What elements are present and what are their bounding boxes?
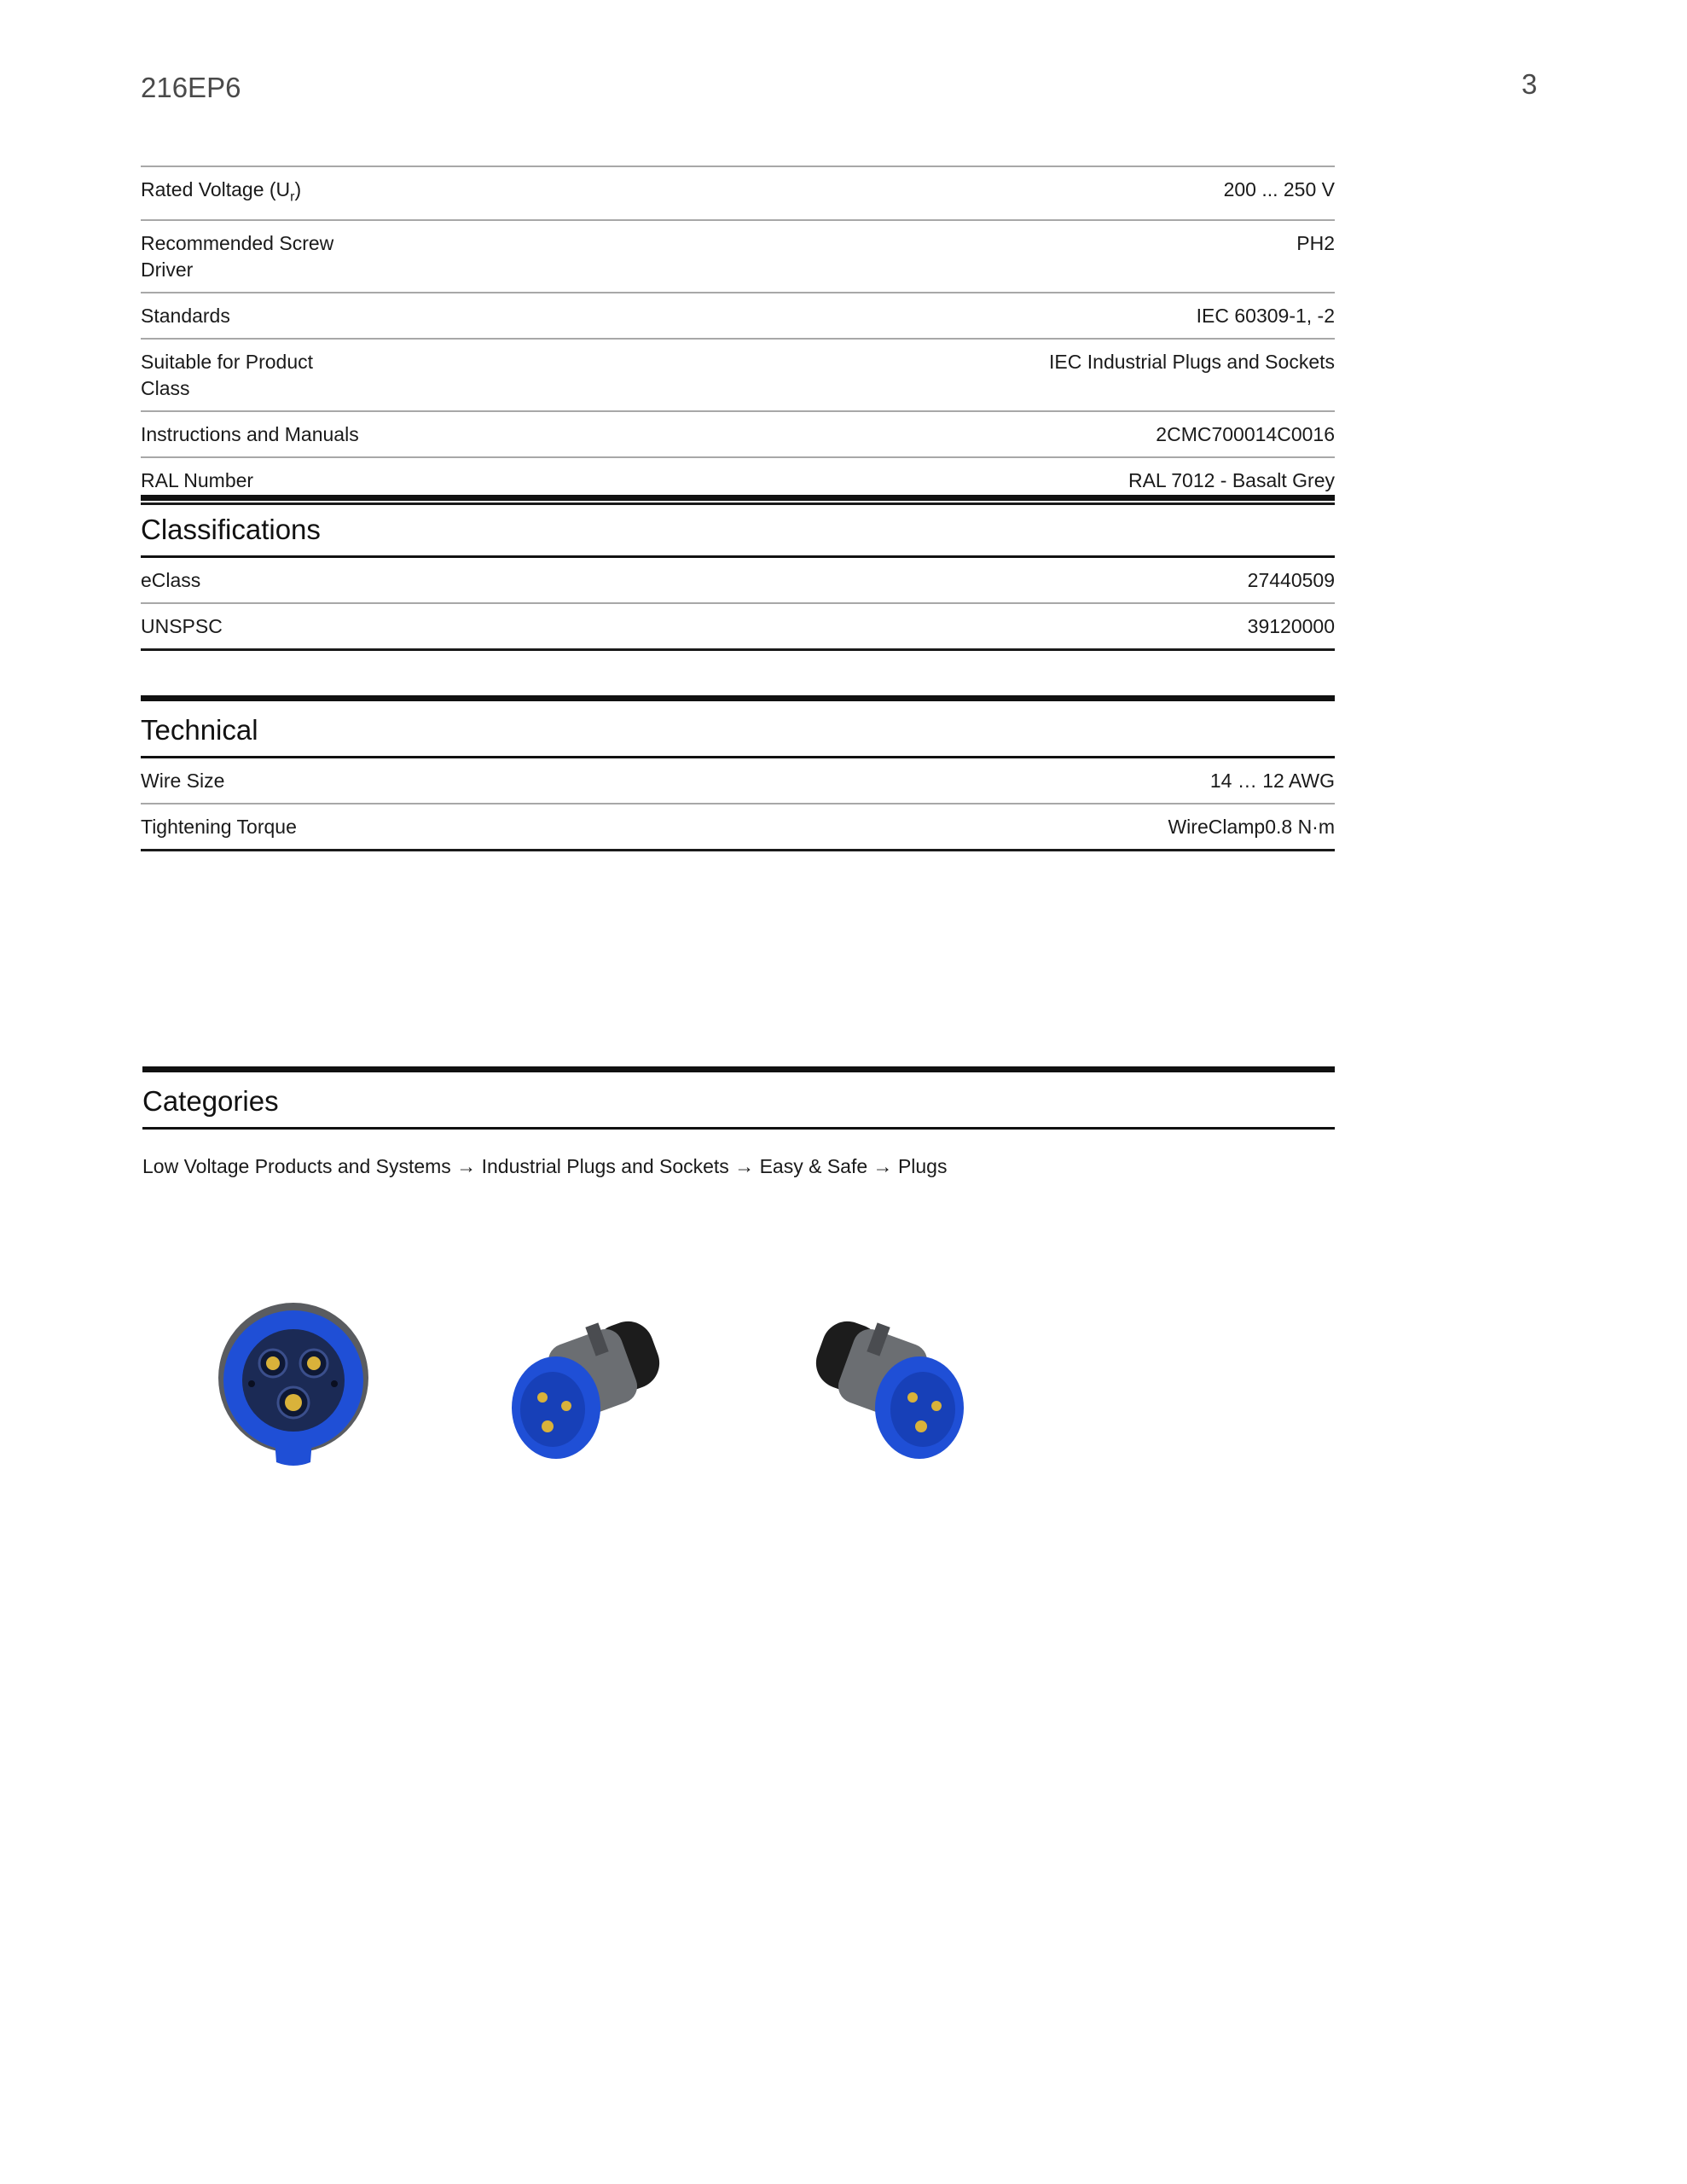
classifications-section: [141, 495, 1335, 651]
general-spec-section: [141, 166, 1335, 505]
technical-table: [141, 758, 1335, 851]
classifications-table: [141, 558, 1335, 651]
product-images: [205, 1288, 1058, 1493]
plug-front-view-icon: [205, 1288, 375, 1493]
spec-label: Rated Voltage $(U_r)$: [141, 178, 302, 205]
spec-label: RAL Number: [141, 468, 254, 491]
spec-label: Instructions and Manuals: [141, 422, 359, 445]
spec-row: [141, 166, 1335, 220]
spec-row: [141, 339, 1335, 411]
plug-side-view-left-icon: [503, 1288, 674, 1493]
spec-label: eClass: [141, 569, 201, 591]
spec-value: PH2: [1296, 231, 1335, 254]
spec-value: WireClamp0.8 N·m: [1168, 816, 1335, 838]
spec-value: IEC Industrial Plugs and Sockets: [1049, 350, 1335, 373]
spec-label: Recommended Screw Driver: [141, 231, 334, 281]
spec-value: 27440509: [1247, 569, 1335, 591]
spec-row: [141, 758, 1335, 804]
spec-label: Wire Size: [141, 770, 225, 792]
spec-row: [141, 804, 1335, 851]
spec-row: [141, 603, 1335, 650]
spec-value: 2CMC700014C0016: [1156, 422, 1335, 445]
categories-title: Categories: [142, 1066, 1335, 1130]
spec-value: 200 ... 250 V: [1223, 178, 1335, 200]
technical-title: Technical: [141, 695, 1335, 758]
spec-value: IEC 60309-1, -2: [1196, 304, 1335, 327]
technical-section: [141, 695, 1335, 851]
spec-label: UNSPSC: [141, 615, 223, 637]
category-breadcrumb: Low Voltage Products and Systems → Industrial Plugs and Sockets → Easy & Safe → Plugs: [142, 1155, 948, 1177]
spec-label: Tightening Torque: [141, 816, 297, 838]
classifications-title: Classifications: [141, 495, 1335, 558]
spec-value: RAL 7012 - Basalt Grey: [1128, 468, 1335, 491]
general-spec-table: [141, 166, 1335, 505]
spec-row: [141, 293, 1335, 339]
page-number: 3: [1522, 68, 1538, 100]
spec-row: [141, 411, 1335, 457]
spec-row: [141, 558, 1335, 603]
categories-section: [142, 1066, 1335, 1178]
plug-side-view-right-icon: [802, 1288, 972, 1493]
spec-label: Suitable for Product Class: [141, 350, 314, 399]
spec-value: 14 … 12 AWG: [1209, 770, 1335, 792]
spec-label: Standards: [141, 304, 230, 327]
product-id: 216EP6: [141, 72, 241, 103]
spec-value: 39120000: [1247, 615, 1335, 637]
spec-row: [141, 220, 1335, 293]
